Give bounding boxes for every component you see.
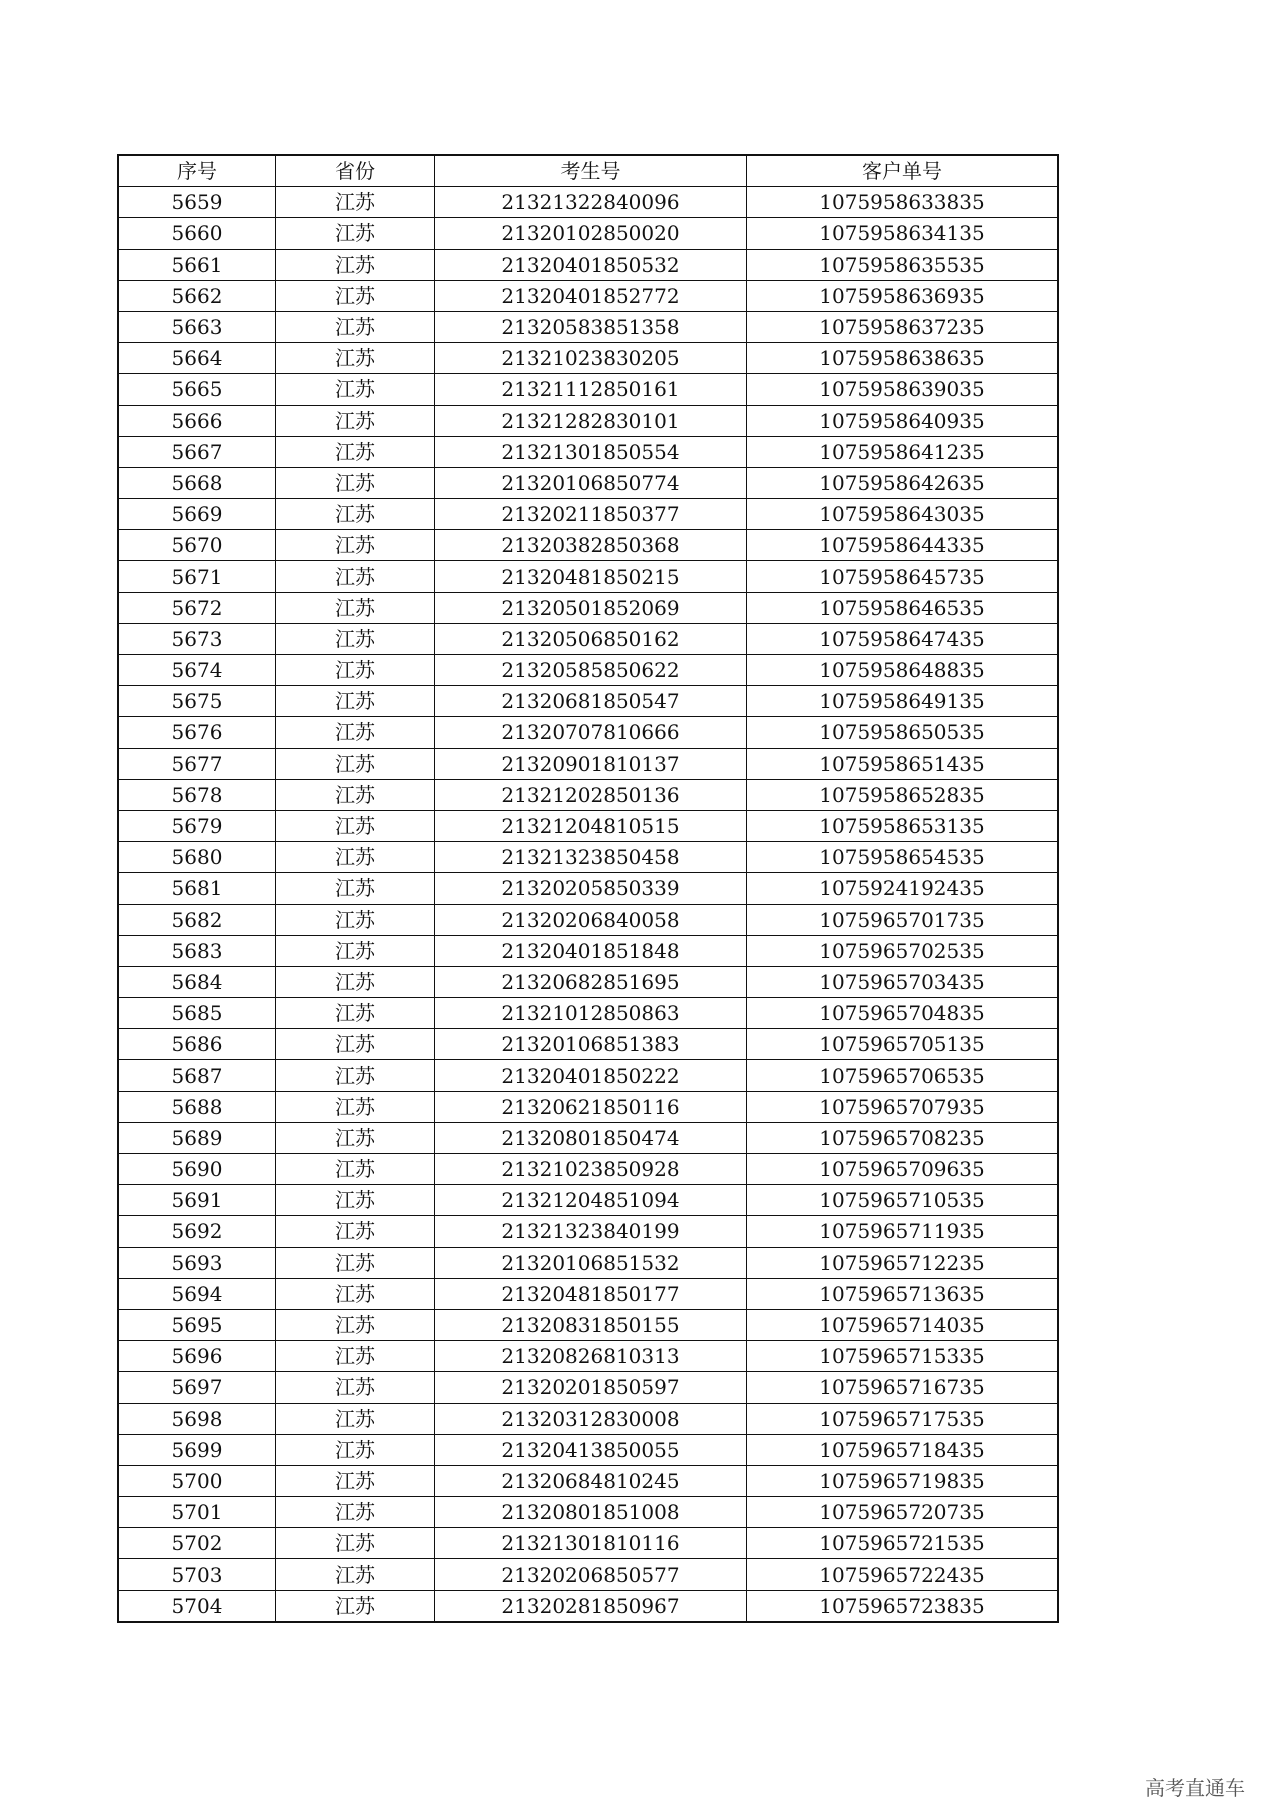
cell-order-number: 1075965715335 [747, 1341, 1059, 1372]
cell-seq: 5691 [118, 1185, 276, 1216]
cell-exam-number: 21320312830008 [435, 1403, 747, 1434]
cell-seq: 5692 [118, 1216, 276, 1247]
data-table [117, 154, 1059, 1623]
cell-province: 江苏 [276, 655, 435, 686]
header-province: 省份 [276, 155, 435, 187]
header-order-number: 客户单号 [747, 155, 1059, 187]
cell-order-number: 1075958651435 [747, 748, 1059, 779]
cell-province: 江苏 [276, 280, 435, 311]
cell-seq: 5696 [118, 1341, 276, 1372]
cell-province: 江苏 [276, 966, 435, 997]
cell-seq: 5682 [118, 904, 276, 935]
cell-exam-number: 21321282830101 [435, 405, 747, 436]
cell-order-number: 1075965713635 [747, 1278, 1059, 1309]
cell-exam-number: 21321301810116 [435, 1528, 747, 1559]
table-row [118, 467, 1058, 498]
cell-order-number: 1075965702535 [747, 935, 1059, 966]
cell-province: 江苏 [276, 1403, 435, 1434]
cell-order-number: 1075965705135 [747, 1029, 1059, 1060]
table-row [118, 405, 1058, 436]
cell-order-number: 1075958633835 [747, 187, 1059, 218]
cell-order-number: 1075958649135 [747, 686, 1059, 717]
cell-province: 江苏 [276, 1247, 435, 1278]
table-row [118, 343, 1058, 374]
cell-seq: 5687 [118, 1060, 276, 1091]
cell-seq: 5676 [118, 717, 276, 748]
cell-order-number: 1075958645735 [747, 561, 1059, 592]
cell-exam-number: 21320281850967 [435, 1590, 747, 1622]
table-row [118, 218, 1058, 249]
cell-seq: 5699 [118, 1434, 276, 1465]
cell-seq: 5679 [118, 810, 276, 841]
cell-exam-number: 21320506850162 [435, 623, 747, 654]
cell-order-number: 1075958648835 [747, 655, 1059, 686]
cell-exam-number: 21320201850597 [435, 1372, 747, 1403]
cell-province: 江苏 [276, 1278, 435, 1309]
cell-province: 江苏 [276, 561, 435, 592]
cell-province: 江苏 [276, 374, 435, 405]
cell-province: 江苏 [276, 436, 435, 467]
cell-seq: 5694 [118, 1278, 276, 1309]
cell-seq: 5684 [118, 966, 276, 997]
cell-province: 江苏 [276, 935, 435, 966]
table-row [118, 1559, 1058, 1590]
cell-province: 江苏 [276, 748, 435, 779]
cell-order-number: 1075965708235 [747, 1122, 1059, 1153]
table-row [118, 1185, 1058, 1216]
cell-province: 江苏 [276, 779, 435, 810]
table-row [118, 249, 1058, 280]
cell-seq: 5674 [118, 655, 276, 686]
cell-seq: 5701 [118, 1497, 276, 1528]
cell-seq: 5702 [118, 1528, 276, 1559]
cell-exam-number: 21321204810515 [435, 810, 747, 841]
cell-order-number: 1075965707935 [747, 1091, 1059, 1122]
cell-exam-number: 21320205850339 [435, 873, 747, 904]
cell-order-number: 1075965722435 [747, 1559, 1059, 1590]
table-row [118, 530, 1058, 561]
cell-order-number: 1075958653135 [747, 810, 1059, 841]
cell-order-number: 1075958638635 [747, 343, 1059, 374]
table-row [118, 1278, 1058, 1309]
table-row [118, 1341, 1058, 1372]
header-seq: 序号 [118, 155, 276, 187]
table-row [118, 1372, 1058, 1403]
table-row [118, 998, 1058, 1029]
cell-exam-number: 21321322840096 [435, 187, 747, 218]
table-row [118, 935, 1058, 966]
cell-province: 江苏 [276, 187, 435, 218]
cell-seq: 5661 [118, 249, 276, 280]
cell-seq: 5671 [118, 561, 276, 592]
cell-seq: 5704 [118, 1590, 276, 1622]
table-row [118, 1528, 1058, 1559]
cell-seq: 5667 [118, 436, 276, 467]
cell-province: 江苏 [276, 904, 435, 935]
cell-seq: 5662 [118, 280, 276, 311]
cell-order-number: 1075958637235 [747, 311, 1059, 342]
cell-order-number: 1075965701735 [747, 904, 1059, 935]
table-row [118, 810, 1058, 841]
table-row [118, 873, 1058, 904]
table-row [118, 1590, 1058, 1622]
cell-seq: 5673 [118, 623, 276, 654]
cell-order-number: 1075958641235 [747, 436, 1059, 467]
cell-seq: 5677 [118, 748, 276, 779]
cell-exam-number: 21321023830205 [435, 343, 747, 374]
cell-seq: 5688 [118, 1091, 276, 1122]
cell-seq: 5663 [118, 311, 276, 342]
cell-province: 江苏 [276, 810, 435, 841]
cell-order-number: 1075958634135 [747, 218, 1059, 249]
cell-order-number: 1075958652835 [747, 779, 1059, 810]
cell-exam-number: 21320102850020 [435, 218, 747, 249]
cell-exam-number: 21320206840058 [435, 904, 747, 935]
cell-seq: 5660 [118, 218, 276, 249]
cell-seq: 5683 [118, 935, 276, 966]
cell-exam-number: 21321023850928 [435, 1154, 747, 1185]
cell-exam-number: 21320413850055 [435, 1434, 747, 1465]
cell-province: 江苏 [276, 405, 435, 436]
cell-province: 江苏 [276, 249, 435, 280]
table-row [118, 1154, 1058, 1185]
cell-order-number: 1075965709635 [747, 1154, 1059, 1185]
cell-exam-number: 21321012850863 [435, 998, 747, 1029]
cell-order-number: 1075958646535 [747, 592, 1059, 623]
cell-province: 江苏 [276, 1372, 435, 1403]
table-row [118, 686, 1058, 717]
cell-exam-number: 21320211850377 [435, 499, 747, 530]
cell-seq: 5669 [118, 499, 276, 530]
cell-order-number: 1075965718435 [747, 1434, 1059, 1465]
header-row [118, 155, 1058, 187]
cell-province: 江苏 [276, 1029, 435, 1060]
cell-order-number: 1075965703435 [747, 966, 1059, 997]
cell-order-number: 1075958635535 [747, 249, 1059, 280]
table-row [118, 1091, 1058, 1122]
cell-exam-number: 21320401851848 [435, 935, 747, 966]
cell-order-number: 1075965721535 [747, 1528, 1059, 1559]
cell-order-number: 1075965704835 [747, 998, 1059, 1029]
table-row [118, 779, 1058, 810]
table-row [118, 904, 1058, 935]
cell-seq: 5659 [118, 187, 276, 218]
cell-province: 江苏 [276, 311, 435, 342]
cell-exam-number: 21321323840199 [435, 1216, 747, 1247]
cell-exam-number: 21320501852069 [435, 592, 747, 623]
cell-province: 江苏 [276, 530, 435, 561]
cell-seq: 5698 [118, 1403, 276, 1434]
cell-exam-number: 21320401852772 [435, 280, 747, 311]
cell-order-number: 1075958636935 [747, 280, 1059, 311]
table-row [118, 1309, 1058, 1340]
cell-exam-number: 21320583851358 [435, 311, 747, 342]
cell-seq: 5680 [118, 842, 276, 873]
cell-exam-number: 21320684810245 [435, 1465, 747, 1496]
cell-seq: 5689 [118, 1122, 276, 1153]
cell-seq: 5668 [118, 467, 276, 498]
table-row [118, 1122, 1058, 1153]
table-row [118, 1216, 1058, 1247]
cell-province: 江苏 [276, 1309, 435, 1340]
cell-seq: 5664 [118, 343, 276, 374]
table-row [118, 748, 1058, 779]
cell-province: 江苏 [276, 1590, 435, 1622]
cell-seq: 5686 [118, 1029, 276, 1060]
cell-seq: 5697 [118, 1372, 276, 1403]
cell-order-number: 1075965706535 [747, 1060, 1059, 1091]
cell-exam-number: 21320826810313 [435, 1341, 747, 1372]
header-exam-number: 考生号 [435, 155, 747, 187]
cell-province: 江苏 [276, 343, 435, 374]
cell-order-number: 1075958644335 [747, 530, 1059, 561]
cell-province: 江苏 [276, 467, 435, 498]
cell-exam-number: 21320585850622 [435, 655, 747, 686]
cell-seq: 5685 [118, 998, 276, 1029]
cell-province: 江苏 [276, 998, 435, 1029]
cell-order-number: 1075924192435 [747, 873, 1059, 904]
cell-province: 江苏 [276, 842, 435, 873]
cell-exam-number: 21320681850547 [435, 686, 747, 717]
cell-order-number: 1075958639035 [747, 374, 1059, 405]
table-row [118, 561, 1058, 592]
cell-province: 江苏 [276, 1341, 435, 1372]
cell-order-number: 1075958643035 [747, 499, 1059, 530]
cell-exam-number: 21320801850474 [435, 1122, 747, 1153]
cell-order-number: 1075958650535 [747, 717, 1059, 748]
cell-exam-number: 21321202850136 [435, 779, 747, 810]
watermark-text: 高考直通车 [1145, 1776, 1245, 1800]
cell-exam-number: 21320901810137 [435, 748, 747, 779]
table-row [118, 374, 1058, 405]
table-row [118, 1403, 1058, 1434]
cell-order-number: 1075958642635 [747, 467, 1059, 498]
cell-exam-number: 21320106850774 [435, 467, 747, 498]
table-row [118, 1029, 1058, 1060]
cell-province: 江苏 [276, 623, 435, 654]
cell-exam-number: 21321204851094 [435, 1185, 747, 1216]
cell-exam-number: 21320481850177 [435, 1278, 747, 1309]
cell-order-number: 1075965712235 [747, 1247, 1059, 1278]
cell-seq: 5693 [118, 1247, 276, 1278]
cell-province: 江苏 [276, 1154, 435, 1185]
cell-order-number: 1075958647435 [747, 623, 1059, 654]
table-row [118, 280, 1058, 311]
cell-province: 江苏 [276, 1559, 435, 1590]
cell-exam-number: 21320206850577 [435, 1559, 747, 1590]
cell-exam-number: 21320481850215 [435, 561, 747, 592]
cell-exam-number: 21320382850368 [435, 530, 747, 561]
cell-province: 江苏 [276, 717, 435, 748]
cell-exam-number: 21320801851008 [435, 1497, 747, 1528]
cell-seq: 5700 [118, 1465, 276, 1496]
table-row [118, 1497, 1058, 1528]
table-row [118, 592, 1058, 623]
cell-seq: 5670 [118, 530, 276, 561]
cell-seq: 5681 [118, 873, 276, 904]
cell-province: 江苏 [276, 1465, 435, 1496]
cell-exam-number: 21320682851695 [435, 966, 747, 997]
cell-province: 江苏 [276, 1216, 435, 1247]
cell-province: 江苏 [276, 1122, 435, 1153]
cell-exam-number: 21320707810666 [435, 717, 747, 748]
cell-order-number: 1075965717535 [747, 1403, 1059, 1434]
table-row [118, 966, 1058, 997]
table-row [118, 311, 1058, 342]
cell-exam-number: 21321112850161 [435, 374, 747, 405]
cell-province: 江苏 [276, 1528, 435, 1559]
cell-province: 江苏 [276, 686, 435, 717]
table-row [118, 436, 1058, 467]
cell-order-number: 1075965710535 [747, 1185, 1059, 1216]
cell-province: 江苏 [276, 873, 435, 904]
cell-exam-number: 21321301850554 [435, 436, 747, 467]
table-row [118, 1465, 1058, 1496]
table-row [118, 842, 1058, 873]
cell-seq: 5703 [118, 1559, 276, 1590]
cell-seq: 5690 [118, 1154, 276, 1185]
cell-province: 江苏 [276, 1497, 435, 1528]
cell-order-number: 1075965714035 [747, 1309, 1059, 1340]
cell-order-number: 1075965720735 [747, 1497, 1059, 1528]
cell-seq: 5675 [118, 686, 276, 717]
cell-order-number: 1075965711935 [747, 1216, 1059, 1247]
cell-province: 江苏 [276, 1060, 435, 1091]
cell-province: 江苏 [276, 1434, 435, 1465]
cell-order-number: 1075958654535 [747, 842, 1059, 873]
cell-province: 江苏 [276, 1185, 435, 1216]
table-row [118, 1434, 1058, 1465]
cell-seq: 5695 [118, 1309, 276, 1340]
cell-exam-number: 21320621850116 [435, 1091, 747, 1122]
cell-exam-number: 21320401850532 [435, 249, 747, 280]
cell-exam-number: 21320831850155 [435, 1309, 747, 1340]
cell-order-number: 1075965716735 [747, 1372, 1059, 1403]
cell-order-number: 1075965723835 [747, 1590, 1059, 1622]
cell-seq: 5665 [118, 374, 276, 405]
cell-province: 江苏 [276, 592, 435, 623]
cell-exam-number: 21320401850222 [435, 1060, 747, 1091]
table-row [118, 1247, 1058, 1278]
table-row [118, 499, 1058, 530]
cell-seq: 5678 [118, 779, 276, 810]
cell-exam-number: 21321323850458 [435, 842, 747, 873]
cell-exam-number: 21320106851532 [435, 1247, 747, 1278]
cell-seq: 5666 [118, 405, 276, 436]
cell-province: 江苏 [276, 218, 435, 249]
table-row [118, 623, 1058, 654]
cell-province: 江苏 [276, 499, 435, 530]
table-row [118, 187, 1058, 218]
cell-exam-number: 21320106851383 [435, 1029, 747, 1060]
table-row [118, 1060, 1058, 1091]
table-row [118, 717, 1058, 748]
table-row [118, 655, 1058, 686]
cell-seq: 5672 [118, 592, 276, 623]
cell-order-number: 1075965719835 [747, 1465, 1059, 1496]
cell-province: 江苏 [276, 1091, 435, 1122]
cell-order-number: 1075958640935 [747, 405, 1059, 436]
